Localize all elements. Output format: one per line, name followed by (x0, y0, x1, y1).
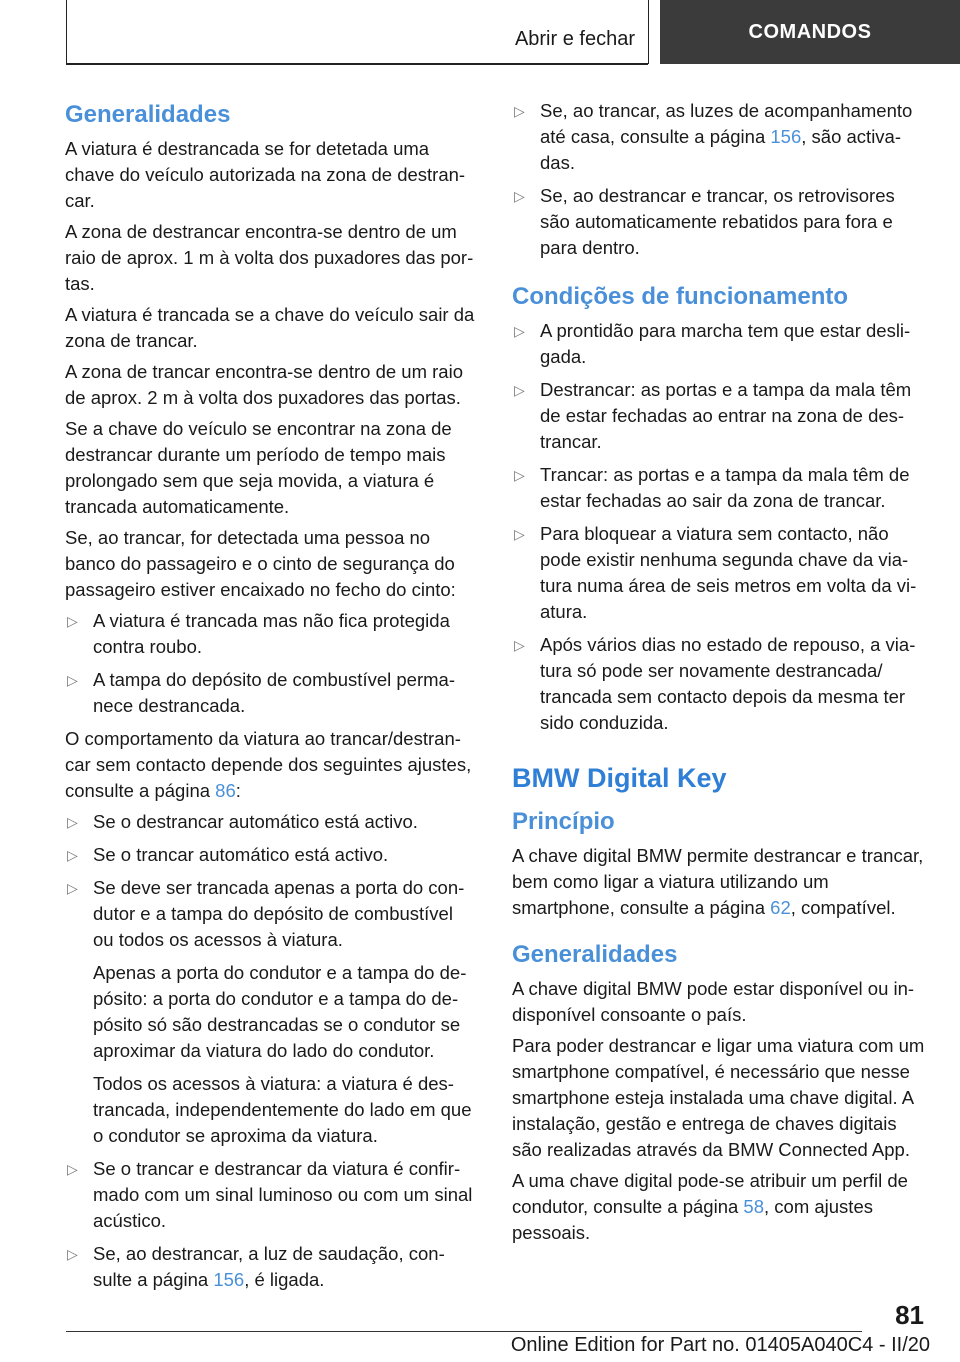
header-bottom-rule (66, 63, 648, 65)
paragraph-text-end: , compatível. (790, 897, 896, 918)
paragraph (65, 726, 477, 804)
bullet-item: ▷ A prontidão para marcha tem que estar desligada. (512, 318, 926, 370)
heading-generalidades: Generalidades (65, 101, 231, 128)
heading-principio: Princípio (512, 808, 615, 835)
paragraph: A zona de destrancar encontra-se dentro de um raio de aprox. 1 m à volta dos puxadores das portas. (65, 221, 474, 294)
paragraph: A viatura é destrancada se for detetada uma chave do veículo autorizada na zona de destrancar. (65, 138, 466, 211)
page-link-62[interactable]: 62 (770, 897, 791, 918)
header-chapter-tab (660, 0, 960, 64)
bullet-text: Se, ao trancar, as luzes de acompanhamento até casa, consulte a página (540, 100, 913, 147)
paragraph-text-end: : (235, 780, 241, 801)
bullet-item: ▷ Para bloquear a viatura sem contacto, não pode existir nenhuma segunda chave da viatura numa área de seis metros em volta da viatura. (512, 521, 926, 625)
paragraph: Para poder destrancar e ligar uma viatura com um smartphone compatível, é necessário que nesse smartphone esteja instalada uma chave digital. A instalação, gestão e entrega de chaves digitais são realizadas através da BMW Connected App. (512, 1035, 925, 1160)
paragraph (512, 843, 926, 921)
heading-generalidades: Generalidades (512, 941, 678, 968)
heading-condicoes: Condições de funcionamento (512, 283, 849, 310)
footer-edition: Online Edition for Part no. 01405A040C4 - II/20 (510, 1334, 930, 1356)
header-separator-rule (648, 0, 649, 64)
paragraph: A chave digital BMW pode estar disponível ou indisponível consoante o país. (512, 978, 915, 1025)
paragraph (512, 1168, 926, 1246)
bullet-text-end: , é ligada. (244, 1269, 325, 1290)
bullet-item: ▷ Se o destrancar automático está activo. (65, 809, 477, 835)
paragraph: Se a chave do veículo se encontrar na zona de destrancar durante um período de tempo mais prolongado sem que seja movida, a viatura é trancada automaticamente. (65, 418, 452, 517)
page-link-58[interactable]: 58 (743, 1196, 764, 1217)
page-link-156[interactable]: 156 (213, 1269, 245, 1290)
footer-rule (66, 1331, 862, 1332)
page-link-156[interactable]: 156 (770, 126, 802, 147)
bullet-item (65, 1241, 477, 1293)
paragraph: A zona de trancar encontra-se dentro de um raio de aprox. 2 m à volta dos puxadores das portas. (65, 361, 463, 408)
paragraph: Se, ao trancar, for detectada uma pessoa no banco do passageiro e o cinto de segurança do passageiro estiver encaixado no fecho do cinto: (65, 527, 456, 600)
header-chapter-label: COMANDOS (748, 20, 872, 43)
bullet-text: Se, ao destrancar, a luz de saudação, consulte a página (93, 1243, 445, 1290)
indented-paragraph: Apenas a porta do condutor e a tampa do depósito: a porta do condutor e a tampa do depósito só são destrancadas se o condutor se aproximar da viatura do lado do condutor. (93, 962, 467, 1061)
right-column (512, 98, 926, 1251)
header-section-title: Abrir e fechar (514, 28, 635, 50)
bullet-item: ▷ Após vários dias no estado de repouso, a viatura só pode ser novamente destrancada/ trancada sem contacto depois da mesma ter sido conduzida. (512, 632, 926, 736)
paragraph-text: O comportamento da viatura ao trancar/destrancar sem contacto depende dos seguintes ajustes, consulte a página (65, 728, 472, 801)
page-link-86[interactable]: 86 (215, 780, 236, 801)
paragraph-text-end: , com ajustes pessoais. (512, 1196, 873, 1243)
paragraph: A viatura é trancada se a chave do veículo sair da zona de trancar. (65, 304, 475, 351)
bullet-item: ▷ Se o trancar automático está activo. (65, 842, 477, 868)
paragraph-text: A uma chave digital pode-se atribuir um perfil de condutor, consulte a página (512, 1170, 908, 1217)
left-column (65, 98, 477, 1300)
bullet-item (512, 98, 926, 176)
paragraph-text: A chave digital BMW permite destrancar e trancar, bem como ligar a viatura utilizando um smartphone, consulte a página (512, 845, 924, 918)
bullet-text-end: , são activadas. (540, 126, 902, 173)
header-left-rule (66, 0, 67, 64)
page-number: 81 (895, 1300, 924, 1330)
bullet-item: ▷ Trancar: as portas e a tampa da mala têm de estar fechadas ao sair da zona de trancar. (512, 462, 926, 514)
bullet-item: ▷ A viatura é trancada mas não fica protegida contra roubo. (65, 608, 477, 660)
bullet-item: ▷ Destrancar: as portas e a tampa da mala têm de estar fechadas ao entrar na zona de destrancar. (512, 377, 926, 455)
bullet-item: ▷ Se o trancar e destrancar da viatura é confirmado com um sinal luminoso ou com um sinal acústico. (65, 1156, 477, 1234)
bullet-item: ▷ Se, ao destrancar e trancar, os retrovisores são automaticamente rebatidos para fora e para dentro. (512, 183, 926, 261)
heading-bmw-digital-key: BMW Digital Key (512, 763, 727, 793)
indented-paragraph: Todos os acessos à viatura: a viatura é destrancada, independentemente do lado em que o condutor se aproxima da viatura. (93, 1073, 472, 1146)
bullet-item: ▷ Se deve ser trancada apenas a porta do condutor e a tampa do depósito de combustível ou todos os acessos à viatura. (65, 875, 477, 953)
bullet-item: ▷ A tampa do depósito de combustível permanece destrancada. (65, 667, 477, 719)
